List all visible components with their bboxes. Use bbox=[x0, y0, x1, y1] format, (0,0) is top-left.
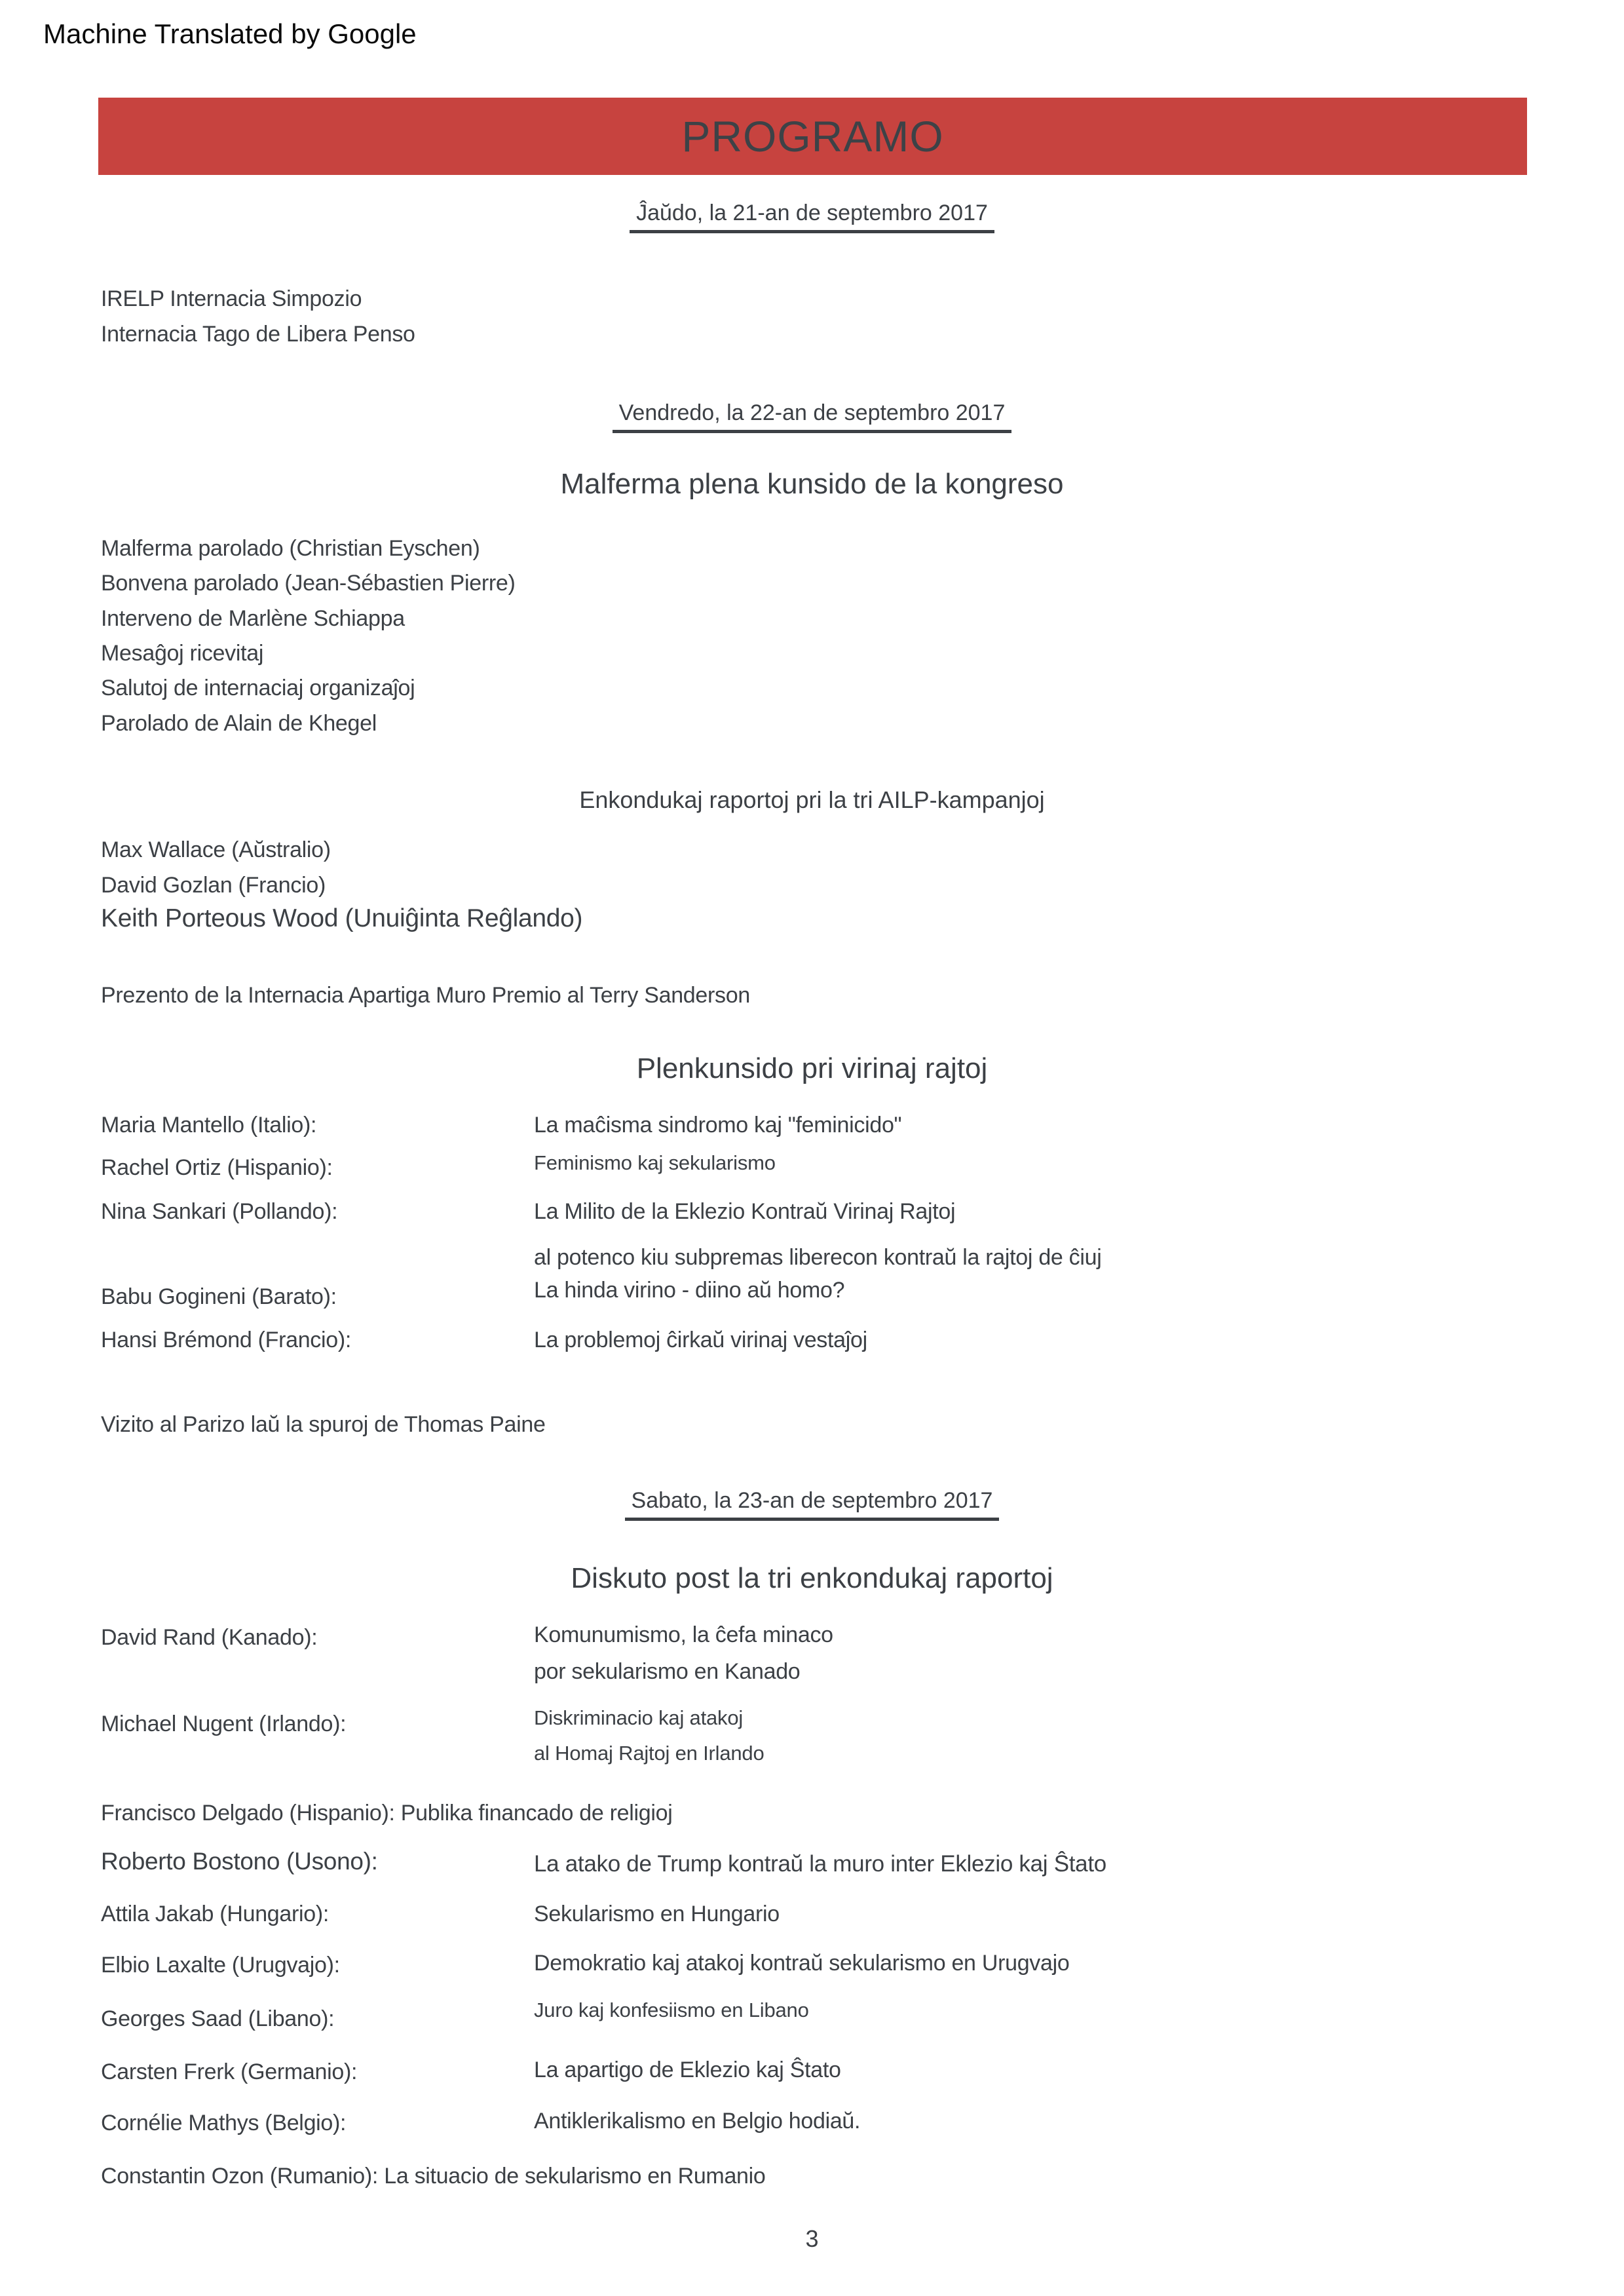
opening-item: Malferma parolado (Christian Eyschen) bbox=[101, 536, 480, 561]
day1-date-heading bbox=[0, 201, 1624, 233]
reports-speaker: David Gozlan (Francio) bbox=[101, 873, 326, 898]
topic-text: Komunumismo, la ĉefa minaco bbox=[534, 1622, 833, 1647]
translation-note: Machine Translated by Google bbox=[43, 18, 417, 49]
reports-speaker: Max Wallace (Aŭstralio) bbox=[101, 837, 331, 862]
day3-date-text: Sabato, la 23-an de septembro 2017 bbox=[625, 1488, 1000, 1521]
speaker-label: Elbio Laxalte (Urugvajo): bbox=[101, 1953, 340, 1978]
speaker-label: Babu Gogineni (Barato): bbox=[101, 1284, 337, 1309]
award-line: Prezento de la Internacia Apartiga Muro Premio al Terry Sanderson bbox=[101, 983, 750, 1008]
topic-text: al Homaj Rajtoj en Irlando bbox=[534, 1742, 765, 1765]
opening-session-title: Malferma plena kunsido de la kongreso bbox=[560, 468, 1064, 500]
topic-text: Antiklerikalismo en Belgio hodiaŭ. bbox=[534, 2109, 861, 2133]
topic-text: La hinda virino - diino aŭ homo? bbox=[534, 1278, 845, 1303]
topic-text: Demokratio kaj atakoj kontraŭ sekularismo en Urugvajo bbox=[534, 1951, 1070, 1976]
speaker-label: Rachel Ortiz (Hispanio): bbox=[101, 1155, 333, 1180]
speaker-label: Roberto Bostono (Usono): bbox=[101, 1848, 378, 1875]
topic-text: Feminismo kaj sekularismo bbox=[534, 1151, 776, 1174]
speaker-label: Maria Mantello (Italio): bbox=[101, 1113, 317, 1138]
speaker-label: Michael Nugent (Irlando): bbox=[101, 1712, 347, 1736]
topic-text: La Milito de la Eklezio Kontraŭ Virinaj Rajtoj bbox=[534, 1199, 956, 1224]
opening-item: Bonvena parolado (Jean-Sébastien Pierre) bbox=[101, 571, 516, 596]
womens-rights-title: Plenkunsido pri virinaj rajtoj bbox=[636, 1052, 988, 1084]
page-number: 3 bbox=[805, 2225, 819, 2252]
topic-text: La maĉisma sindromo kaj "feminicido" bbox=[534, 1113, 902, 1138]
speaker-label: Georges Saad (Libano): bbox=[101, 2006, 335, 2031]
page-title: PROGRAMO bbox=[681, 112, 944, 161]
speaker-label: Nina Sankari (Pollando): bbox=[101, 1199, 338, 1224]
opening-item: Mesaĝoj ricevitaj bbox=[101, 641, 264, 666]
topic-text: La atako de Trump kontraŭ la muro inter Eklezio kaj Ŝtato bbox=[534, 1851, 1106, 1877]
day2-date-text: Vendredo, la 22-an de septembro 2017 bbox=[613, 400, 1012, 433]
speaker-label: Hansi Brémond (Francio): bbox=[101, 1328, 352, 1352]
speaker-label: Carsten Frerk (Germanio): bbox=[101, 2059, 358, 2084]
topic-continuation: al potenco kiu subpremas liberecon kontraŭ la rajtoj de ĉiuj bbox=[534, 1245, 1102, 1270]
topic-text: La problemoj ĉirkaŭ virinaj vestaĵoj bbox=[534, 1328, 867, 1352]
program-banner bbox=[98, 98, 1527, 175]
day2-date-heading bbox=[0, 400, 1624, 433]
topic-text: Juro kaj konfesiismo en Libano bbox=[534, 1999, 809, 2021]
topic-text: Sekularismo en Hungario bbox=[534, 1902, 780, 1926]
day1-org-line: IRELP Internacia Simpozio bbox=[101, 286, 362, 311]
opening-item: Parolado de Alain de Khegel bbox=[101, 711, 377, 736]
reports-speaker: Keith Porteous Wood (Unuiĝinta Reĝlando) bbox=[101, 904, 583, 932]
day3-date-heading bbox=[0, 1488, 1624, 1521]
reports-title: Enkondukaj raportoj pri la tri AILP-kampanjoj bbox=[579, 786, 1045, 813]
opening-item: Salutoj de internaciaj organizaĵoj bbox=[101, 676, 415, 700]
day1-date-text: Ĵaŭdo, la 21-an de septembro 2017 bbox=[630, 201, 994, 233]
speaker-label: David Rand (Kanado): bbox=[101, 1625, 318, 1650]
visit-line: Vizito al Parizo laŭ la spuroj de Thomas Paine bbox=[101, 1412, 546, 1437]
topic-text: por sekularismo en Kanado bbox=[534, 1659, 801, 1684]
speaker-topic-line: Francisco Delgado (Hispanio): Publika financado de religioj bbox=[101, 1801, 673, 1826]
speaker-label: Cornélie Mathys (Belgio): bbox=[101, 2111, 347, 2135]
topic-text: La apartigo de Eklezio kaj Ŝtato bbox=[534, 2057, 841, 2082]
opening-item: Interveno de Marlène Schiappa bbox=[101, 606, 405, 631]
day1-org-line: Internacia Tago de Libera Penso bbox=[101, 322, 415, 347]
discussion-title: Diskuto post la tri enkondukaj raportoj bbox=[571, 1562, 1053, 1594]
topic-text: Diskriminacio kaj atakoj bbox=[534, 1706, 744, 1729]
speaker-topic-line: Constantin Ozon (Rumanio): La situacio de sekularismo en Rumanio bbox=[101, 2164, 766, 2189]
speaker-label: Attila Jakab (Hungario): bbox=[101, 1902, 330, 1926]
